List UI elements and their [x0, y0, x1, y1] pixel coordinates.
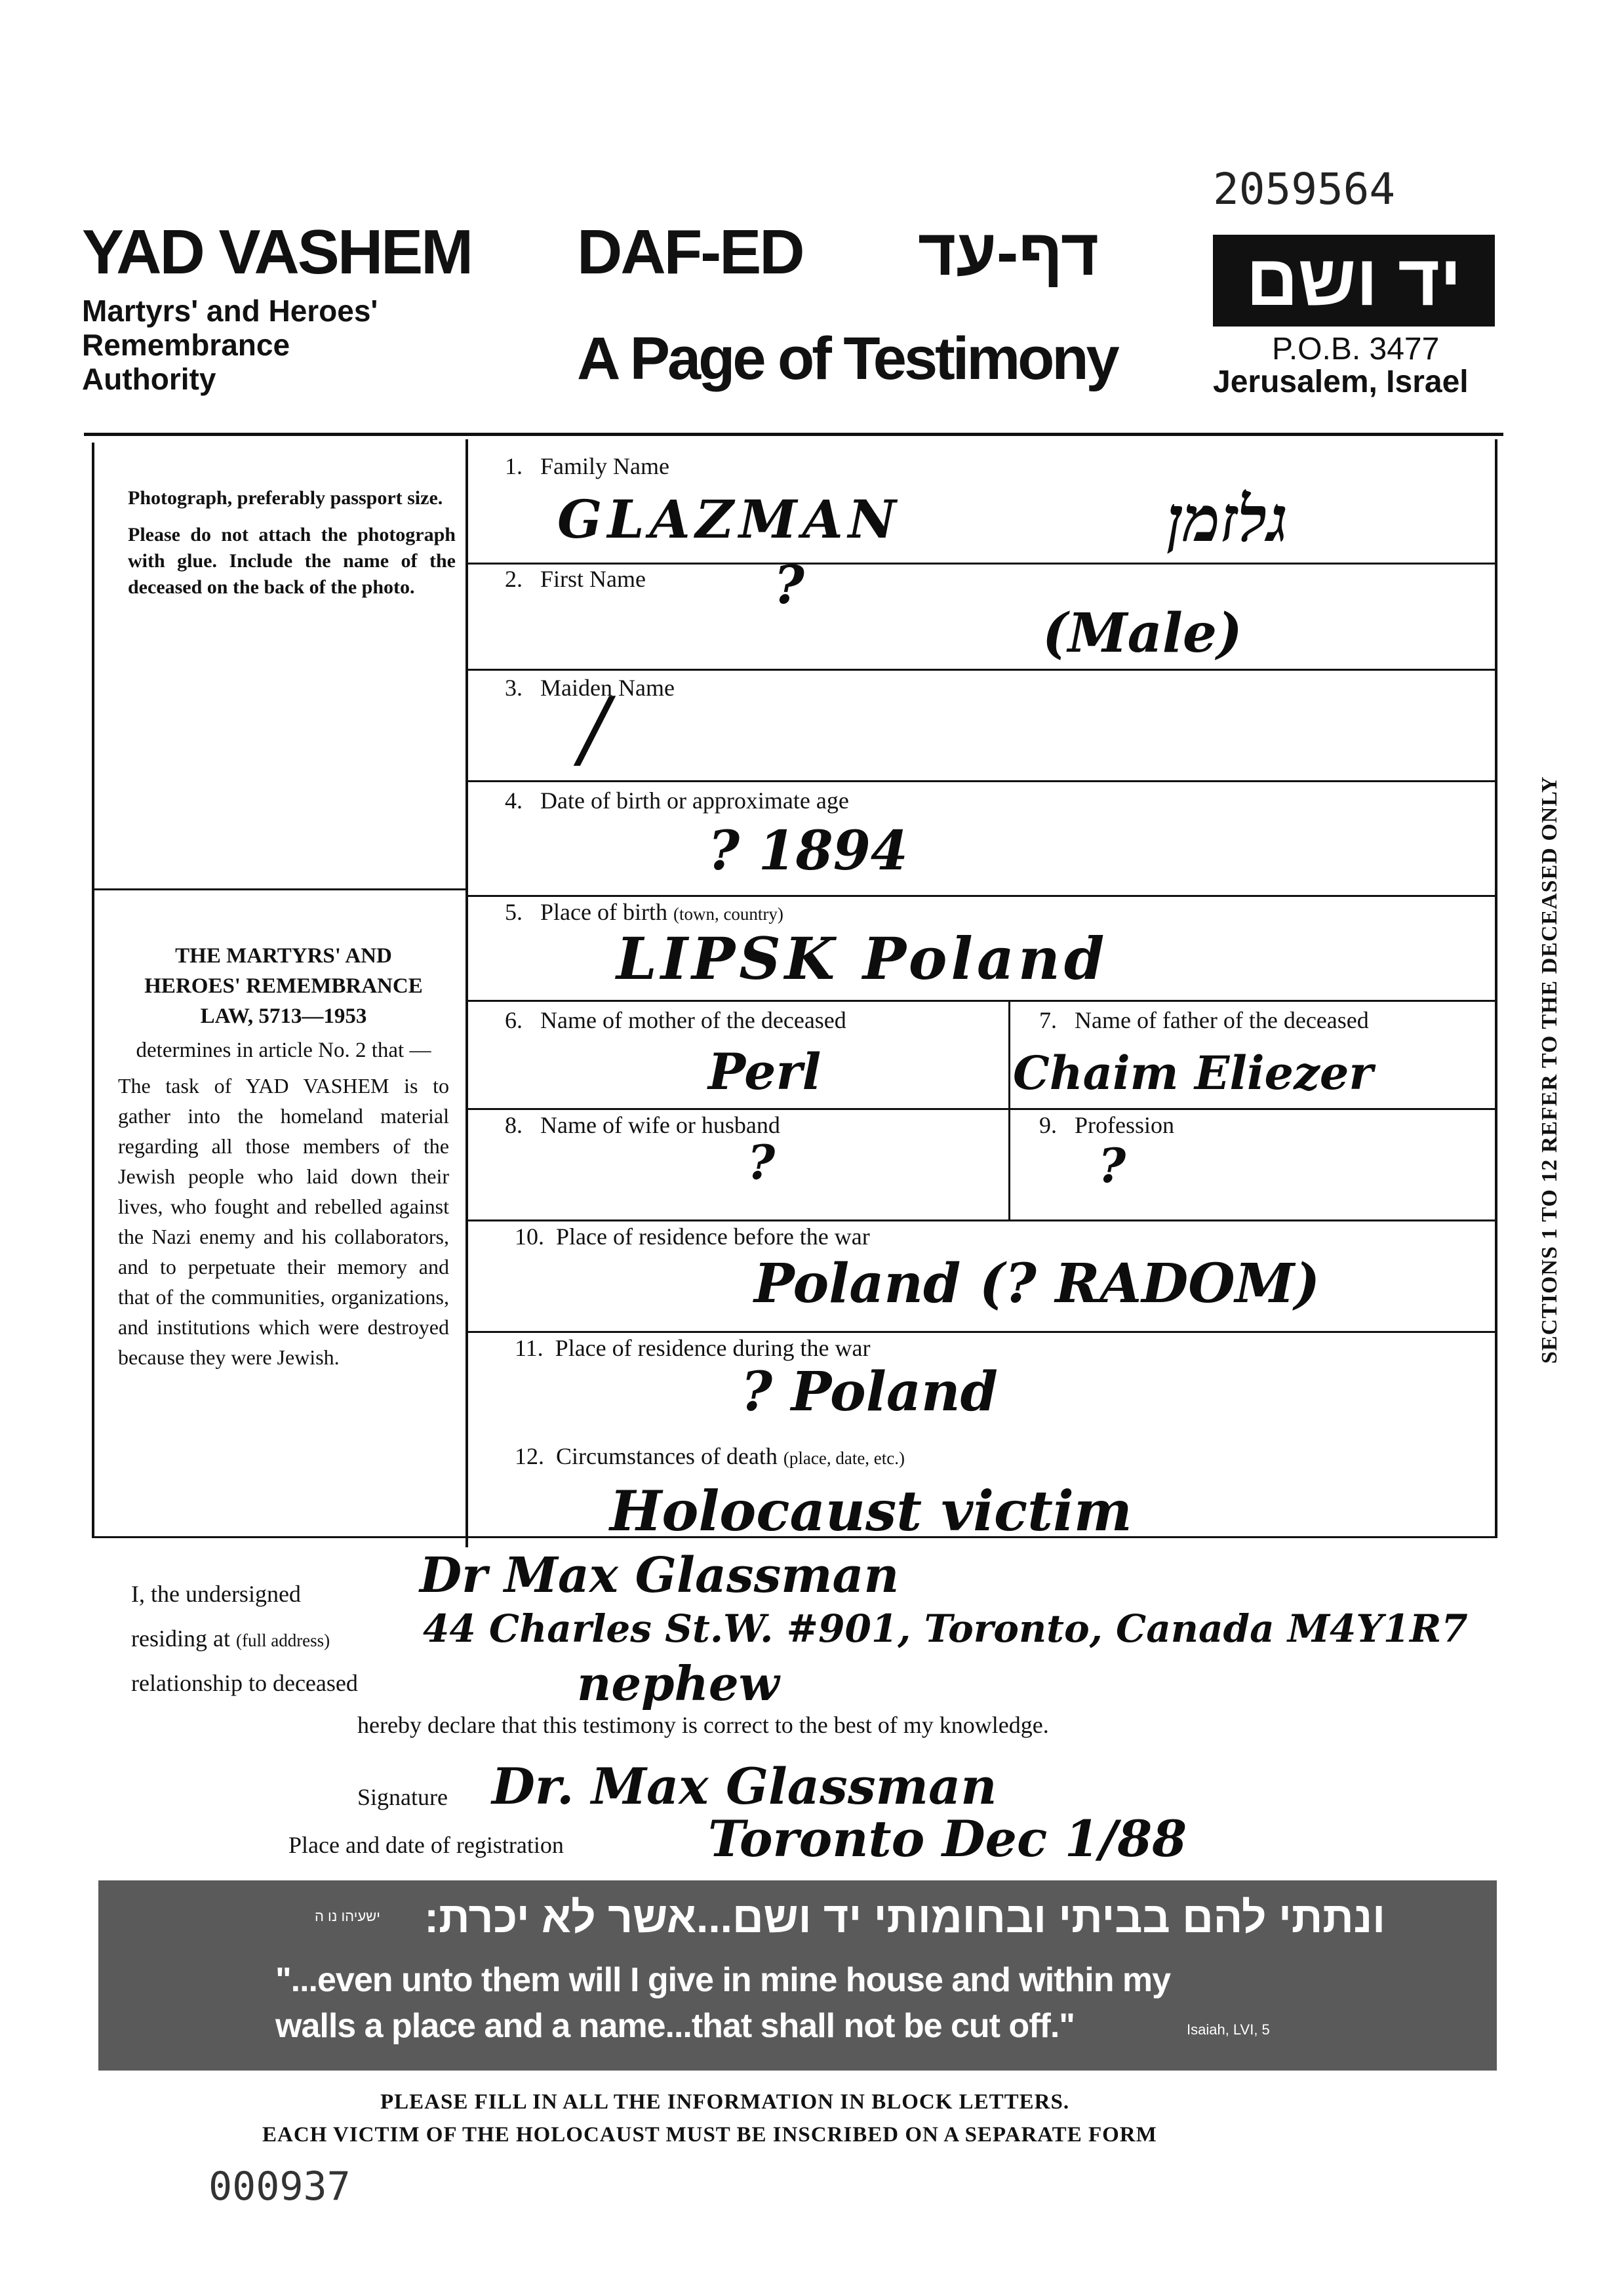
law-box: [118, 941, 449, 1372]
photo-box: [98, 485, 456, 601]
maiden-name-value: /: [580, 679, 609, 778]
quote-english-ref: Isaiah, LVI, 5: [1187, 2021, 1270, 2038]
org-sub-line: Authority: [82, 362, 216, 396]
first-name-extra: (Male): [1042, 602, 1242, 665]
undersigned-label: I, the undersigned: [131, 1581, 301, 1607]
field-father-label: 7. Name of father of the deceased: [1039, 1007, 1369, 1033]
place-date-value: Toronto Dec 1/88: [708, 1810, 1187, 1868]
law-text: The task of YAD VASHEM is to gather into the homeland material regarding all those members of the Jewish people who laid down their lives, who fought and rebelled against the Nazi enemy and his collaborators, and to perpetuate their memory and that of the communities, organizations, and institutions which were destroyed because they were Jewish.: [118, 1074, 449, 1369]
yad-vashem-logo: [1213, 235, 1495, 327]
row-separator: [467, 1000, 1496, 1002]
frame-top: [84, 433, 1503, 436]
frame-right: [1495, 439, 1497, 1537]
law-title-line: HEROES' REMEMBRANCE: [144, 974, 423, 998]
form-name: DAF-ED: [577, 217, 803, 287]
undersigned-value: Dr Max Glassman: [420, 1547, 900, 1604]
row-separator: [467, 1108, 1496, 1110]
family-name-hebrew: גלזמן: [1167, 482, 1288, 556]
side-note: SECTIONS 1 TO 12 REFER TO THE DECEASED ONLY: [1537, 776, 1562, 1364]
law-title-line: LAW, 5713—1953: [200, 1004, 367, 1028]
field-spouse-label: 8. Name of wife or husband: [505, 1112, 780, 1138]
sidebar-divider: [92, 888, 465, 890]
city: Jerusalem, Israel: [1213, 365, 1469, 399]
quote-hebrew-ref: ישעיהו נו ה: [315, 1908, 380, 1924]
row-separator: [467, 895, 1496, 897]
law-title-line: THE MARTYRS' AND: [175, 944, 392, 968]
logo-hebrew-text: יד ושם: [1246, 240, 1462, 321]
place-date-label: Place and date of registration: [288, 1832, 564, 1858]
frame-left: [92, 443, 94, 1537]
relationship-label: relationship to deceased: [131, 1670, 358, 1696]
residence-before-value: Poland (? RADOM): [754, 1252, 1320, 1315]
photo-note-1: Photograph, preferably passport size.: [128, 487, 443, 509]
death-value: Holocaust victim: [610, 1478, 1132, 1543]
signature-label: Signature: [357, 1784, 448, 1810]
field-family-name-label: 1. Family Name: [505, 453, 669, 479]
form-title: A Page of Testimony: [577, 325, 1117, 392]
footer-line-1: PLEASE FILL IN ALL THE INFORMATION IN BLOCK LETTERS.: [380, 2090, 1070, 2114]
quote-english-2: walls a place and a name...that shall not be cut off.": [275, 2007, 1075, 2045]
father-value: Chaim Eliezer: [1013, 1046, 1374, 1100]
family-name-value: GLAZMAN: [557, 488, 901, 550]
law-intro: determines in article No. 2 that —: [136, 1039, 431, 1062]
field-mother-label: 6. Name of mother of the deceased: [505, 1007, 846, 1033]
quote-hebrew: ונתתי להם בביתי ובחומותי יד ושם...אשר לא יכרת:: [424, 1893, 1385, 1941]
org-subtitle: [82, 294, 378, 396]
row-separator: [467, 563, 1496, 565]
row-separator: [467, 780, 1496, 782]
birthplace-value: LIPSK Poland: [616, 924, 1109, 993]
row-separator: [467, 1220, 1496, 1221]
signature-value: Dr. Max Glassman: [492, 1757, 997, 1815]
row-separator: [467, 669, 1496, 671]
pob: P.O.B. 3477: [1272, 332, 1440, 367]
footer-line-2: EACH VICTIM OF THE HOLOCAUST MUST BE INSCRIBED ON A SEPARATE FORM: [262, 2123, 1157, 2147]
field-birth-label: 4. Date of birth or approximate age: [505, 787, 849, 814]
field-maiden-name-label: 3. Maiden Name: [505, 675, 675, 701]
serial-number: 2059564: [1213, 164, 1396, 214]
cell-divider: [1008, 1000, 1010, 1220]
column-divider: [465, 439, 468, 1547]
org-sub-line: Remembrance: [82, 328, 290, 362]
quote-english-1: "...even unto them will I give in mine house and within my: [275, 1961, 1171, 1999]
quote-banner: [98, 1880, 1497, 2071]
org-name: YAD VASHEM: [82, 217, 472, 287]
first-name-value: ?: [774, 554, 804, 616]
row-separator: [467, 1331, 1496, 1333]
field-death-label: 12. Circumstances of death (place, date, etc.): [515, 1443, 905, 1469]
field-residence-before-label: 10. Place of residence before the war: [515, 1223, 870, 1250]
photo-note-2: Please do not attach the photograph with glue. Include the name of the deceased on the back of the photo.: [128, 524, 456, 598]
profession-value: ?: [1098, 1138, 1126, 1193]
birth-value: ? 1894: [708, 820, 908, 883]
declaration-text: hereby declare that this testimony is correct to the best of my knowledge.: [357, 1712, 1049, 1738]
form-name-hebrew: דף-עד: [918, 216, 1099, 289]
footer-stamp: 000937: [208, 2164, 351, 2210]
residing-label: residing at (full address): [131, 1625, 330, 1652]
field-birthplace-label: 5. Place of birth (town, country): [505, 899, 783, 925]
spouse-value: ?: [747, 1134, 776, 1190]
field-residence-during-label: 11. Place of residence during the war: [515, 1335, 871, 1361]
relationship-value: nephew: [577, 1656, 780, 1711]
residence-during-value: ? Poland: [741, 1360, 998, 1423]
field-first-name-label: 2. First Name: [505, 566, 646, 592]
field-profession-label: 9. Profession: [1039, 1112, 1174, 1138]
mother-value: Perl: [708, 1042, 822, 1101]
residing-value: 44 Charles St.W. #901, Toronto, Canada M4Y1R7: [423, 1606, 1468, 1651]
org-sub-line: Martyrs' and Heroes': [82, 294, 378, 328]
